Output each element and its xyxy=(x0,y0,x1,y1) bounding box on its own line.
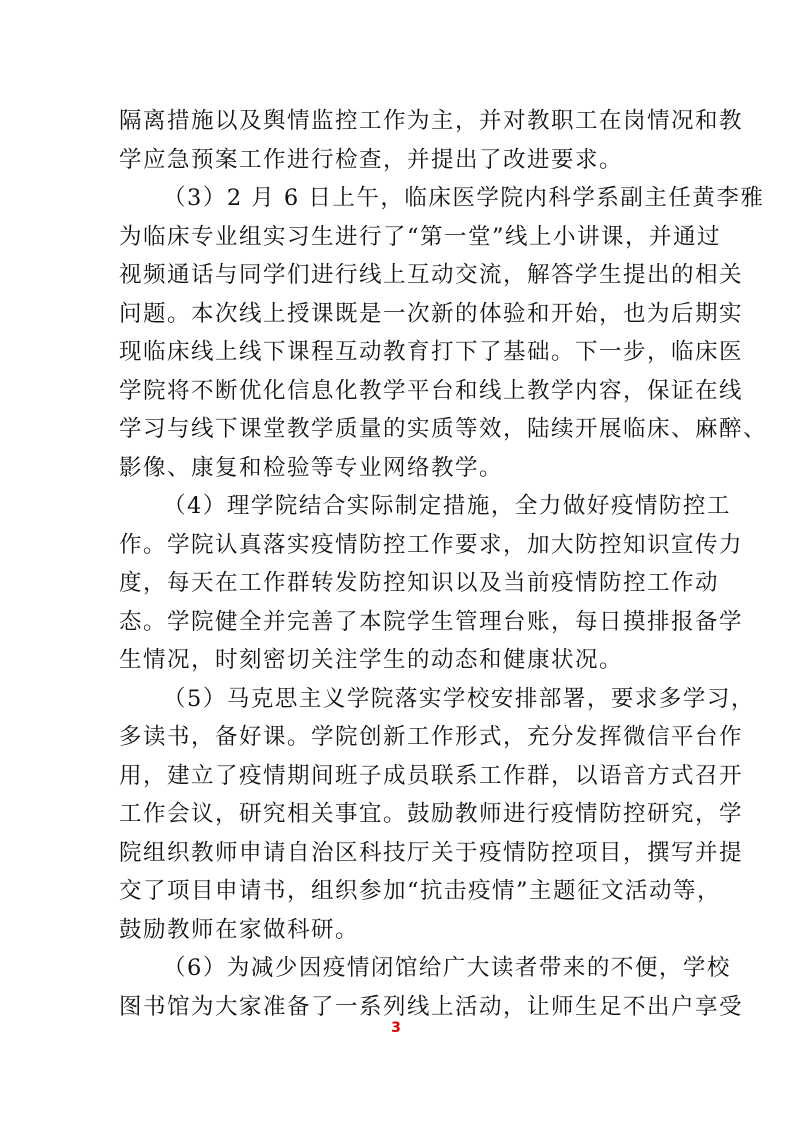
page-number: 3 xyxy=(391,1020,401,1036)
paragraph-3-start: （3）2 月 6 日上午，临床医学院内科学系副主任黄李雅 xyxy=(163,185,765,211)
body-text-line: 工作会议，研究相关事宜。鼓励教师进行疫情防控研究，学 xyxy=(119,801,744,827)
body-text-line: 学院将不断优化信息化教学平台和线上教学内容，保证在线 xyxy=(119,378,744,404)
body-text-line: 多读书，备好课。学院创新工作形式，充分发挥微信平台作 xyxy=(119,724,744,750)
body-text-line: 院组织教师申请自治区科技厅关于疫情防控项目，撰写并提 xyxy=(119,840,744,866)
body-text-line: 为临床专业组实习生进行了“第一堂”线上小讲课，并通过 xyxy=(119,224,722,250)
body-text-line: 度，每天在工作群转发防控知识以及当前疫情防控工作动 xyxy=(119,570,720,596)
body-text-line: 鼓励教师在家做科研。 xyxy=(119,917,360,943)
body-text-line: 影像、康复和检验等专业网络教学。 xyxy=(119,455,504,481)
body-text-line: 学习与线下课堂教学质量的实质等效，陆续开展临床、麻醉、 xyxy=(119,416,768,442)
body-text-line: 隔离措施以及舆情监控工作为主，并对教职工在岗情况和教 xyxy=(119,108,744,134)
body-text-line: 态。学院健全并完善了本院学生管理台账，每日摸排报备学 xyxy=(119,609,744,635)
body-text-line: 现临床线上线下课程互动教育打下了基础。下一步，临床医 xyxy=(119,339,744,365)
paragraph-5-start: （5）马克思主义学院落实学校安排部署，要求多学习， xyxy=(163,686,755,712)
body-text-line: 图书馆为大家准备了一系列线上活动，让师生足不出户享受 xyxy=(119,994,744,1020)
body-text-line: 用，建立了疫情期间班子成员联系工作群，以语音方式召开 xyxy=(119,763,744,789)
body-text-line: 问题。本次线上授课既是一次新的体验和开始，也为后期实 xyxy=(119,301,744,327)
body-text-line: 视频通话与同学们进行线上互动交流，解答学生提出的相关 xyxy=(119,262,744,288)
body-text-line: 作。学院认真落实疫情防控工作要求，加大防控知识宣传力 xyxy=(119,532,744,558)
body-text-line: 学应急预案工作进行检查，并提出了改进要求。 xyxy=(119,147,624,173)
paragraph-6-start: （6）为减少因疫情闭馆给广大读者带来的不便，学校 xyxy=(163,955,731,981)
body-text-line: 交了项目申请书，组织参加“抗击疫情”主题征文活动等， xyxy=(119,878,722,904)
body-text-line: 生情况，时刻密切关注学生的动态和健康状况。 xyxy=(119,647,624,673)
paragraph-4-start: （4）理学院结合实际制定措施，全力做好疫情防控工 xyxy=(163,493,731,519)
